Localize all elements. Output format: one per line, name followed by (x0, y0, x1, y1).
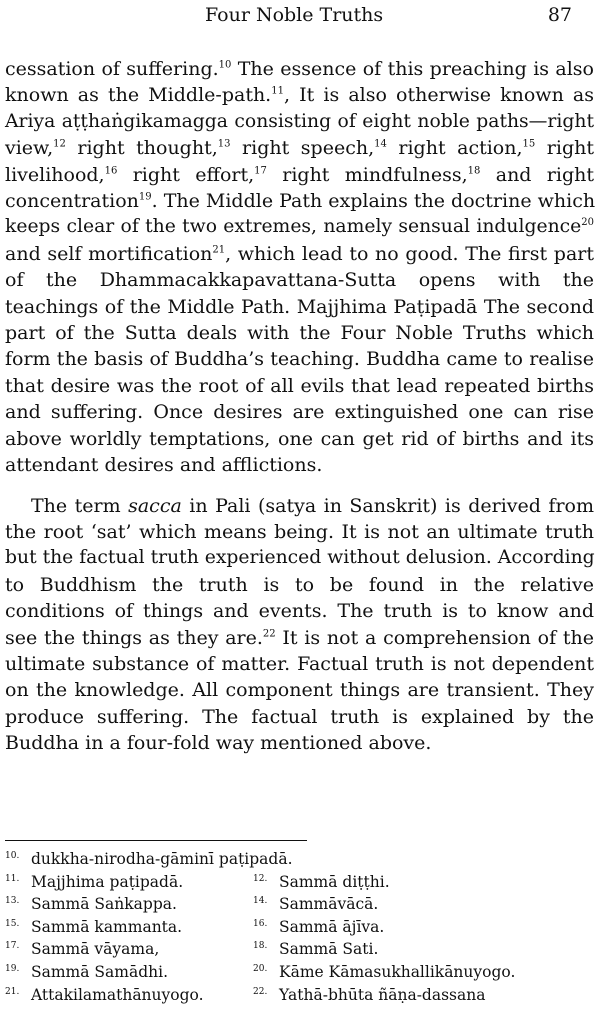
text-run: keeps clear of the two extremes, namely sensual indulgence (5, 216, 582, 238)
running-head-title: Four Noble Truths (205, 4, 384, 26)
text-run: produce suffering. The factual truth is explained by the (5, 705, 594, 728)
footnote-number: 13. (5, 896, 20, 907)
text-line (5, 651, 594, 677)
text-run: It is not a comprehension of the (275, 626, 594, 649)
footnote (5, 871, 253, 894)
footnote-row (5, 893, 595, 916)
footnote-ref: 15 (522, 138, 536, 150)
text-line (5, 320, 594, 346)
footnote (5, 916, 253, 939)
text-run: of the Dhammacakkapavattana-Sutta opens with the (5, 269, 594, 292)
footnote-number: 18. (253, 941, 268, 952)
text-line (5, 399, 594, 425)
footnote-row (5, 984, 595, 1007)
text-run: and self mortification (5, 242, 213, 265)
text-line (5, 214, 594, 240)
footnote-ref: 18 (467, 165, 481, 177)
footnote-ref: 13 (217, 138, 231, 150)
text-line (5, 294, 594, 320)
text-run: that desire was the root of all evils that lead repeated births (5, 374, 594, 397)
text-run: known as the Middle-path. (5, 84, 272, 107)
text-run: right effort, (117, 163, 255, 186)
footnote-number: 15. (5, 918, 20, 929)
text-run: form the basis of Buddha’s teaching. Buddha came to realise (5, 348, 594, 371)
text-line (5, 625, 594, 651)
footnote-text: Sammā Samādhi. (31, 962, 169, 981)
footnote (5, 984, 253, 1007)
text-run: see the things as they are. (5, 626, 263, 649)
text-run: attendant desires and afflictions. (5, 454, 323, 477)
footnote-number: 10. (5, 851, 20, 861)
text-line (5, 373, 594, 399)
text-run: cessation of suffering. (5, 58, 219, 80)
footnote-text: Sammā kammanta. (31, 917, 183, 936)
text-run: livelihood, (5, 163, 105, 186)
footnote-ref: 21 (212, 244, 226, 256)
text-run: The term sacca in Pali (satya in Sanskrit) is derived from (31, 494, 594, 517)
text-run: right speech, (230, 137, 375, 160)
footnote-row (5, 938, 595, 961)
footnote-text: Majjhima paṭipadā. (31, 872, 184, 891)
footnote-ref: 10 (218, 59, 232, 71)
footnote-rule (5, 840, 307, 841)
text-line (5, 56, 594, 82)
footnote-row (5, 916, 595, 939)
text-run: view, (5, 137, 54, 160)
text-line (5, 82, 594, 108)
footnote (5, 893, 253, 916)
text-run: on the knowledge. All component things are transient. They (5, 679, 594, 702)
footnote-row (5, 961, 595, 984)
text-run: part of the Sutta deals with the Four Noble Truths which (5, 322, 594, 345)
footnote-text: Kāme Kāmasukhallikānuyogo. (279, 962, 516, 981)
footnotes (5, 848, 595, 1006)
text-run: , which lead to no good. The first part (225, 242, 594, 265)
text-line (5, 241, 594, 267)
text-run: the root ‘sat’ which means being. It is not an ultimate truth (5, 520, 594, 543)
footnote-ref: 19 (138, 191, 152, 203)
footnote-ref: 20 (581, 217, 594, 229)
text-run: to Buddhism the truth is to be found in the relative (5, 573, 594, 596)
body-text (5, 56, 594, 757)
footnote-number: 17. (5, 941, 20, 952)
footnote (5, 848, 293, 871)
text-line (5, 135, 594, 161)
footnote (253, 961, 515, 984)
footnote-text: Sammā Sati. (279, 940, 379, 959)
footnote-number: 21. (5, 986, 20, 997)
footnote-number: 12. (253, 873, 268, 884)
footnote-text: Yathā-bhūta ñāṇa-dassana (279, 985, 486, 1004)
page-number: 87 (547, 4, 572, 26)
text-run: ultimate substance of matter. Factual truth is not dependent (5, 652, 594, 675)
text-line (5, 677, 594, 703)
text-line (5, 572, 594, 598)
footnote-number: 11. (5, 873, 20, 884)
text-run: right action, (386, 137, 523, 160)
text-run: The essence of this preaching is also (231, 58, 594, 80)
text-line (5, 426, 594, 452)
text-line (5, 545, 594, 571)
footnote-ref: 12 (53, 138, 66, 150)
footnote-ref: 16 (104, 165, 118, 177)
running-header (0, 4, 600, 28)
footnote (5, 938, 253, 961)
text-line (5, 493, 594, 519)
text-run: above worldly temptations, one can get rid of births and its (5, 427, 594, 450)
text-line (5, 109, 594, 135)
footnote-text: Sammā ājīva. (279, 917, 385, 936)
footnote-text: dukkha-nirodha-gāminī paṭipadā. (31, 850, 293, 868)
footnote-text: Sammā diṭṭhi. (279, 872, 390, 891)
text-run: right thought, (65, 137, 218, 160)
text-line (5, 519, 594, 545)
text-line (5, 598, 594, 624)
footnote-ref: 17 (254, 165, 267, 177)
text-line (5, 188, 594, 214)
text-run: and suffering. Once desires are extinguished one can rise (5, 401, 594, 424)
text-run: right mindfulness, (266, 163, 468, 186)
text-run: . The Middle Path explains the doctrine which (151, 190, 596, 213)
footnote (253, 984, 485, 1007)
text-line (5, 267, 594, 293)
text-run: Ariya aṭṭhaṅgikamagga consisting of eight noble paths—right (5, 110, 594, 132)
text-run: Buddha in a four-fold way mentioned above. (5, 732, 432, 755)
text-run: right (535, 137, 595, 160)
footnote-row (5, 848, 595, 871)
footnote-number: 20. (253, 963, 268, 974)
footnote-ref: 22 (262, 628, 276, 640)
text-run: , It is also otherwise known as (283, 84, 594, 107)
paragraph (5, 493, 594, 757)
text-line (5, 730, 594, 756)
text-run: concentration (5, 190, 139, 213)
footnote-text: Sammā vāyama, (31, 940, 160, 959)
footnote-row (5, 871, 595, 894)
footnote (5, 961, 253, 984)
text-line (5, 704, 594, 730)
footnote-text: Sammā Saṅkappa. (31, 895, 177, 914)
footnote-ref: 11 (271, 86, 284, 98)
footnote-number: 16. (253, 918, 268, 929)
footnote-number: 14. (253, 896, 268, 907)
text-run: teachings of the Middle Path. Majjhima Paṭipadā The second (5, 295, 594, 318)
footnote-text: Attakilamathānuyogo. (31, 985, 204, 1004)
paragraph (5, 56, 594, 479)
footnote-text: Sammāvācā. (279, 895, 379, 914)
text-line (5, 452, 594, 478)
text-run: but the factual truth experienced without delusion. According (5, 547, 595, 569)
footnote-number: 22. (253, 986, 268, 997)
footnote-ref: 14 (374, 138, 387, 150)
text-line (5, 162, 594, 188)
footnote-number: 19. (5, 963, 20, 974)
text-run: and right (480, 163, 594, 186)
text-line (5, 346, 594, 372)
text-run: conditions of things and events. The truth is to know and (5, 600, 594, 623)
